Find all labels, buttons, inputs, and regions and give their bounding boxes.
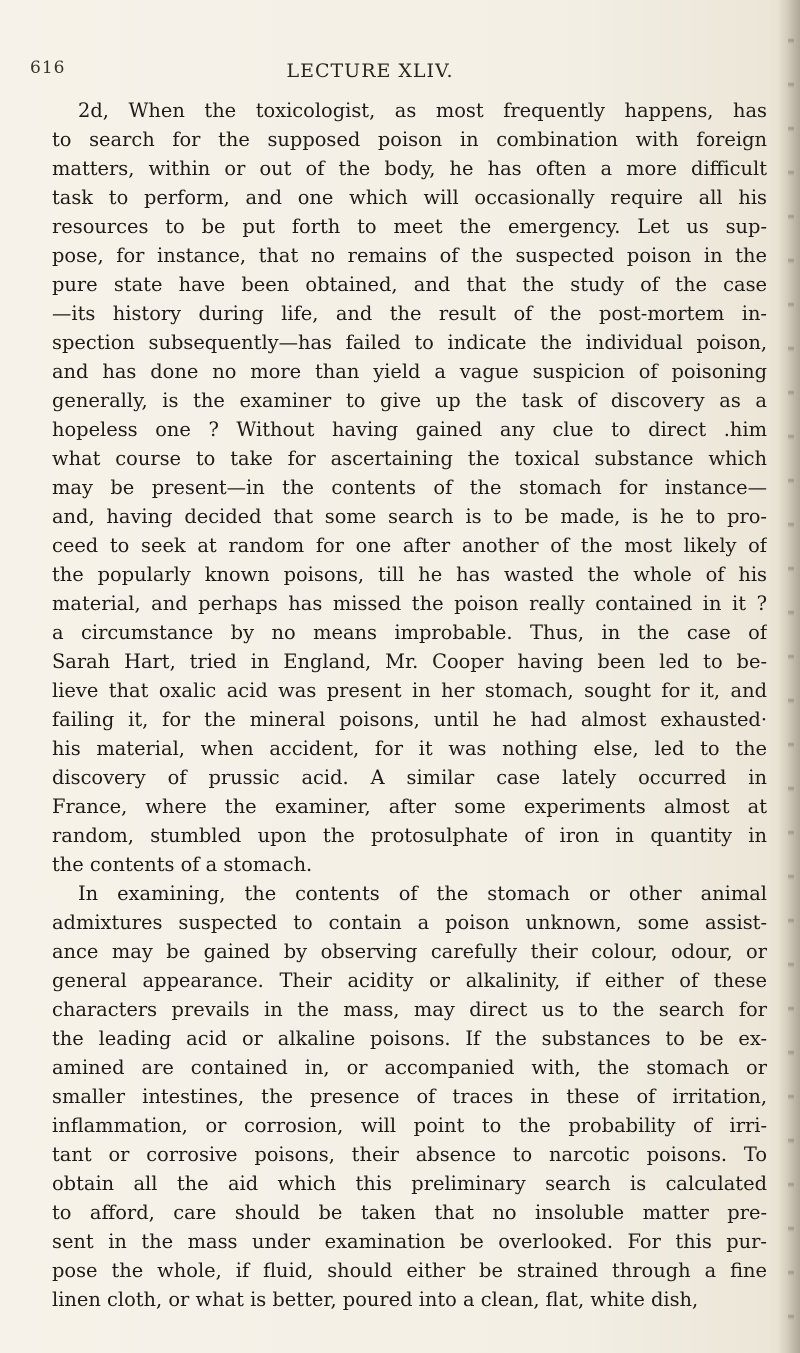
text-line: spection subsequently—has failed to indicate the individual poison,: [52, 331, 767, 354]
text-line: lieve that oxalic acid was present in her stomach, sought for it, and: [52, 679, 767, 702]
paragraph: [52, 96, 767, 879]
text-line: the leading acid or alkaline poisons. If the substances to be ex-: [52, 1027, 767, 1050]
text-line: hopeless one ? Without having gained any clue to direct .him: [52, 418, 767, 441]
text-line: Sarah Hart, tried in England, Mr. Cooper having been led to be-: [52, 650, 767, 673]
text-line: the contents of a stomach.: [52, 853, 313, 876]
page-number: 616: [30, 58, 66, 78]
text-line: sent in the mass under examination be overlooked. For this pur-: [52, 1230, 767, 1253]
text-line: resources to be put forth to meet the emergency. Let us sup-: [52, 215, 767, 238]
text-line: In examining, the contents of the stomach or other animal: [78, 882, 767, 905]
text-line: pose, for instance, that no remains of the suspected poison in the: [52, 244, 767, 267]
text-line: may be present—in the contents of the stomach for instance—: [52, 476, 767, 499]
text-line: matters, within or out of the body, he has often a more difficult: [52, 157, 767, 180]
text-line: material, and perhaps has missed the poison really contained in it ?: [52, 592, 767, 615]
text-line: pose the whole, if fluid, should either be strained through a fine: [52, 1259, 767, 1282]
text-line: a circumstance by no means improbable. Thus, in the case of: [52, 621, 767, 644]
text-line: and, having decided that some search is to be made, is he to pro-: [52, 505, 767, 528]
text-line: —its history during life, and the result of the post-mortem in-: [52, 302, 767, 325]
text-line: ance may be gained by observing carefully their colour, odour, or: [52, 940, 767, 963]
text-line: what course to take for ascertaining the toxical substance which: [52, 447, 767, 470]
paragraph: [52, 879, 767, 1314]
text-line: ceed to seek at random for one after another of the most likely of: [52, 534, 767, 557]
text-line: random, stumbled upon the protosulphate of iron in quantity in: [52, 824, 767, 847]
text-line: discovery of prussic acid. A similar case lately occurred in: [52, 766, 767, 789]
text-line: tant or corrosive poisons, their absence to narcotic poisons. To: [52, 1143, 767, 1166]
text-line: generally, is the examiner to give up the task of discovery as a: [52, 389, 767, 412]
text-line: inflammation, or corrosion, will point to the probability of irri-: [52, 1114, 767, 1137]
text-line: France, where the examiner, after some experiments almost at: [52, 795, 767, 818]
text-line: 2d, When the toxicologist, as most frequently happens, has: [78, 99, 767, 122]
body-text: [52, 96, 767, 1314]
text-line: failing it, for the mineral poisons, until he had almost exhausted·: [52, 708, 767, 731]
text-line: characters prevails in the mass, may direct us to the search for: [52, 998, 767, 1021]
text-line: linen cloth, or what is better, poured into a clean, flat, white dish,: [52, 1288, 699, 1311]
text-line: his material, when accident, for it was nothing else, led to the: [52, 737, 767, 760]
text-line: to search for the supposed poison in combination with foreign: [52, 128, 767, 151]
text-line: admixtures suspected to contain a poison unknown, some assist-: [52, 911, 767, 934]
text-line: task to perform, and one which will occasionally require all his: [52, 186, 767, 209]
text-line: pure state have been obtained, and that the study of the case: [52, 273, 767, 296]
text-line: obtain all the aid which this preliminary search is calculated: [52, 1172, 767, 1195]
page-header: [30, 58, 770, 82]
text-line: and has done no more than yield a vague suspicion of poisoning: [52, 360, 767, 383]
running-head: LECTURE XLIV.: [286, 60, 454, 82]
text-line: to afford, care should be taken that no insoluble matter pre-: [52, 1201, 767, 1224]
text-line: smaller intestines, the presence of traces in these of irritation,: [52, 1085, 767, 1108]
text-line: amined are contained in, or accompanied with, the stomach or: [52, 1056, 767, 1079]
page-edge-marks: [788, 0, 794, 1353]
text-line: the popularly known poisons, till he has wasted the whole of his: [52, 563, 767, 586]
text-line: general appearance. Their acidity or alkalinity, if either of these: [52, 969, 767, 992]
